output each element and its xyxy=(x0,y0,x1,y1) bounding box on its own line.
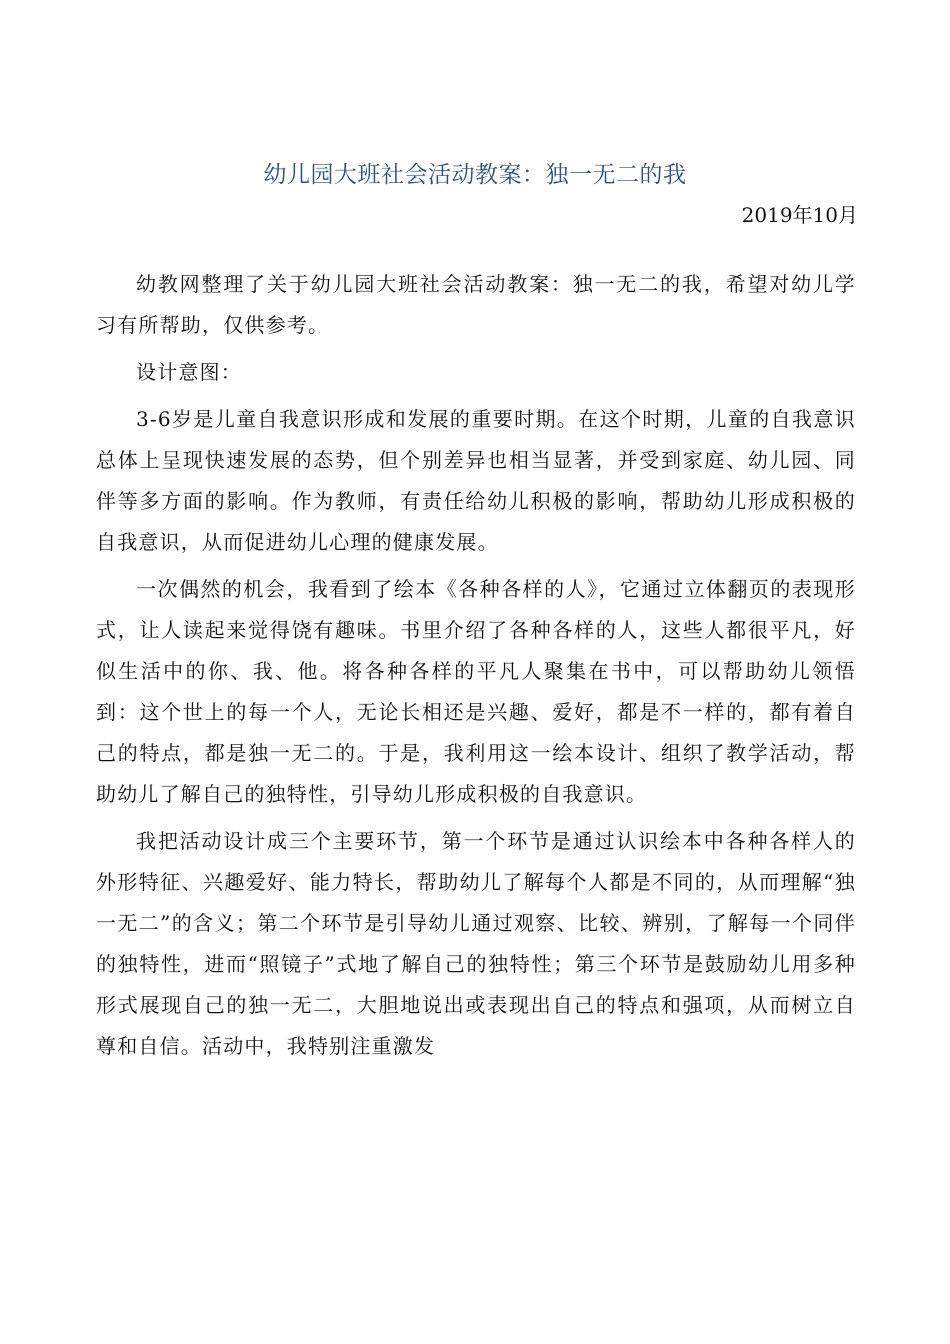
paragraph-section-heading: 设计意图： xyxy=(136,360,242,384)
paragraph-activity-design: 我把活动设计成三个主要环节，第一个环节是通过认识绘本中各种各样人的外形特征、兴趣爱好、能力特长，帮助幼儿了解每个人都是不同的，从而理解“独一无二”的含义；第二个环节是引导幼儿通过观察、比较、辨别，了解每一个同伴的独特性，进而“照镜子”式地了解自己的独特性；第三个环节是鼓励幼儿用多种形式展现自己的独一无二，大胆地说出或表现出自己的特点和强项，从而树立自尊和自信。活动中，我特别注重激发 xyxy=(96,829,856,1058)
paragraph-picture-book: 一次偶然的机会，我看到了绘本《各种各样的人》，它通过立体翻页的表现形式，让人读起来觉得饶有趣味。书里介绍了各种各样的人，这些人都很平凡，好似生活中的你、我、他。将各种各样的平凡人聚集在书中，可以帮助幼儿领悟到：这个世上的每一个人，无论长相还是兴趣、爱好，都是不一样的，都有着自己的特点，都是独一无二的。于是，我利用这一绘本设计、组织了教学活动，帮助幼儿了解自己的独特性，引导幼儿形成积极的自我意识。 xyxy=(96,577,856,806)
document-body xyxy=(96,264,856,1073)
paragraph-intro: 幼教网整理了关于幼儿园大班社会活动教案：独一无二的我，希望对幼儿学习有所帮助，仅供参考。 xyxy=(96,272,856,337)
paragraph-background: 3-6岁是儿童自我意识形成和发展的重要时期。在这个时期，儿童的自我意识总体上呈现快速发展的态势，但个别差异也相当显著，并受到家庭、幼儿园、同伴等多方面的影响。作为教师，有责任给幼儿积极的影响，帮助幼儿形成积极的自我意识，从而促进幼儿心理的健康发展。 xyxy=(96,407,856,554)
document-title: 幼儿园大班社会活动教案：独一无二的我 xyxy=(263,162,687,188)
document-date: 2019年10月 xyxy=(741,203,858,227)
